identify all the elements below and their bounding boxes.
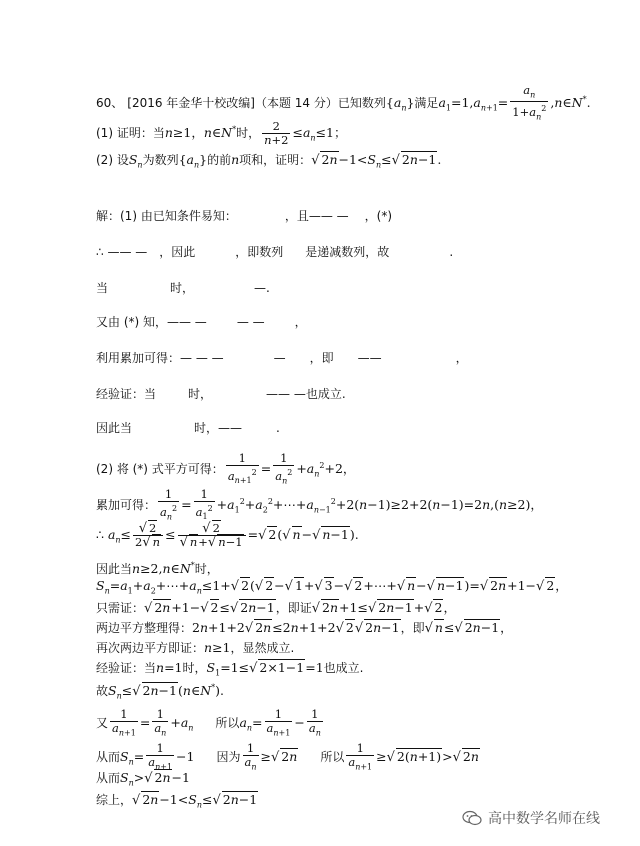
solution-line-9: 累加可得： $\frac{1}{a_n^2}$ = $\frac{1}{a_1^2}$ $+a_1^2+a_2^2+\cdots+a_{n-1}^2+2(n-1)\ge 2+2(n-1)=2n,(n\ge 2)$， xyxy=(96,487,543,522)
solution-line-12: $S_n=a_1+a_2+\cdots+a_n\le 1+√$ 2(√ 2−√ 1+√ 3−√ 2+⋯+√ n−√ n−1)=√ 2n+1−√ 2， xyxy=(96,578,568,596)
solution-line-5: 利用累加可得：— — — — ，即 —— ， xyxy=(96,351,468,365)
problem-line-1: 60、 [2016 年金华十校改编]（本题 14 分）已知数列$\{a_n\}$满足$a_1=1,a_{n+1}=$ $\frac{a_n}{1+a_n^2}$ ,n∈N*. xyxy=(96,83,591,122)
solution-line-19: 从而$S_n=$ $\frac{1}{a_{n+1}}$ −1 因为 $\frac{1}{a_n}$ ≥√ 2n 所以 $\frac{1}{a_{n+1}}$ ≥√ 2(n+1)>√ 2n xyxy=(96,741,479,772)
solution-line-3: 当 时， —. xyxy=(96,281,270,295)
solution-line-6: 经验证：当 时， —— —也成立. xyxy=(96,387,346,401)
solution-line-17: 故$S_n\le√$ 2n−1(n∈N*). xyxy=(96,683,224,701)
solution-line-4: 又由 (*) 知，—— — — — ， xyxy=(96,315,307,329)
solution-line-18: 又 $\frac{1}{a_{n+1}}$ = $\frac{1}{a_n}$ $+a_n$ 所以$a_n=$ $\frac{1}{a_{n+1}}$ − $\frac{1}{a_n}$ xyxy=(96,707,321,738)
solution-line-13: 只需证：√ 2n+1−√ 2≤√ 2n−1，即证√ 2n+1≤√ 2n−1+√ 2， xyxy=(96,600,456,616)
problem-q1: (1) 证明：当n≥1，n∈N*时， $\frac{2}{n+2}$ $\le a_n\le 1$； xyxy=(96,119,347,147)
solution-line-14: 两边平方整理得：2n+1+2√ 2n≤2n+1+2√ 2√ 2n−1，即√ n≤√ 2n−1， xyxy=(96,620,513,636)
problem-points: （本题 14 分） xyxy=(254,96,338,111)
solution-line-8: (2) 将 (*) 式平方可得： $\frac{1}{a_{n+1}^2}$ = $\frac{1}{a_n^2}$ $+a_n^2+2$， xyxy=(96,451,356,486)
watermark xyxy=(462,808,600,828)
solution-line-15: 再次两边平方即证：n≥1，显然成立. xyxy=(96,640,295,655)
solution-line-2: ∴ —— — ，因此 ，即数列 是递减数列，故 . xyxy=(96,245,454,259)
solution-line-20: 从而$S_n>√$ 2n−1 xyxy=(96,770,190,788)
solution-line-10: ∴ $a_n\le$ $\frac{√ 2}{2√ n}$ ≤ $\frac{√ 2}{√ n+√ n-1}$ =√ 2(√ n−√ n−1). xyxy=(96,521,359,550)
solution-line-11: 因此当n≥2,n∈N*时， xyxy=(96,561,219,577)
solution-line-7: 因此当 时，—— . xyxy=(96,421,280,435)
watermark-text: 高中数学名师在线 xyxy=(488,811,600,827)
problem-number: 60、 xyxy=(96,96,124,111)
wechat-icon xyxy=(462,810,482,826)
problem-source: [2016 年金华十校改编] xyxy=(127,96,255,111)
fraction: $\frac{a_n}{1+a_n^2}$ xyxy=(512,83,547,122)
solution-line-16: 经验证：当n=1时，$S_1=1\le√$ 2×1−1=1也成立. xyxy=(96,660,364,678)
solution-line-21: 综上，√ $2n-1<S_n\le√$ 2n−1 xyxy=(96,792,258,810)
problem-q2: (2) 设$S_n$为数列$\{a_n\}$的前n项和，证明：√ $2n-1<S_n\le√$ 2n−1. xyxy=(96,152,442,170)
solution-line-1: 解：(1) 由已知条件易知： ，且—— — ，(*) xyxy=(96,209,393,223)
